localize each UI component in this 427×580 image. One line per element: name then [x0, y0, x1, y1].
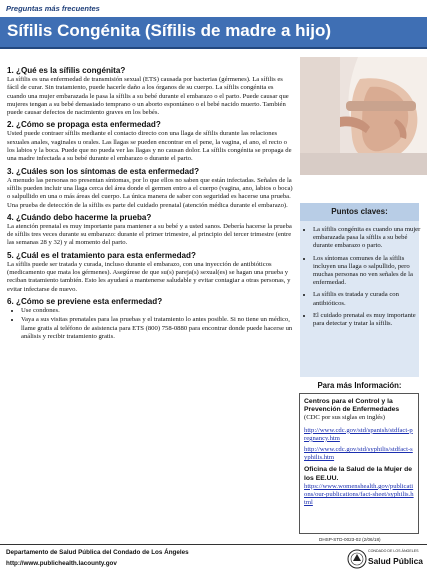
- section-text: Usted puede contraer sífilis mediante el contacto directo con una llaga de sífilis durante las relaciones sexuales anales, vaginales u orales. Las llagas se pueden encontrar en el pene, la vagina, el ano, el recto o los labios y la boca. Puede que no pueda ver las llagas y no causan dolor. La sífilis congénita se propaga de una madre infectada a su bebé durante el embarazo o durante el parto.: [7, 130, 292, 163]
- womens-health-org-name: Oficina de la Salud de la Mujer de los EE.UU.: [304, 466, 413, 482]
- section-heading: 3. ¿Cuáles son los síntomas de esta enfermedad?: [7, 166, 200, 176]
- title-bar: [0, 17, 427, 49]
- logo-county-text: CONDADO DE LOS ÁNGELES: [368, 549, 419, 553]
- footer-url-link[interactable]: http://www.publichealth.lacounty.gov: [6, 560, 117, 567]
- section-3: [7, 167, 294, 210]
- header-label: Preguntas más frecuentes: [6, 4, 100, 13]
- list-item: • Vaya a sus visitas prenatales para las pruebas y el tratamiento lo antes posible. Si no tiene un médico, llame gratis al teléfono de asistencia para ETS (800) 758-0880 para encontrar donde puede hacerse un análisis y recibir tratamiento gratis.: [21, 316, 294, 341]
- section-heading: 1. ¿Qué es la sífilis congénita?: [7, 66, 126, 75]
- more-info-heading: Para más Información:: [317, 381, 402, 390]
- main-content: [7, 66, 294, 344]
- womens-health-link[interactable]: https://www.womenshealth.gov/publications/our-publications/fact-sheet/syphilis.html: [304, 482, 414, 507]
- section-6: [7, 297, 294, 341]
- cdc-syphilis-link[interactable]: http://www.cdc.gov/std/syphilis/stdfact-syphilis.htm: [304, 446, 413, 462]
- section-text: La atención prenatal es muy importante para mantener a su bebé y a usted sanos. Debería hacerse la prueba de sífilis tres veces durante su embarazo: durante el primer trimestre, al principio del tercer trimestre (entre las semanas 28 y 32) y al momento del parto.: [7, 222, 292, 247]
- section-5: [7, 251, 294, 294]
- section-text: La sífilis puede ser tratada y curada, incluso durante el embarazo, con una inyección de antibióticos (medicamento que mata los gérmenes). Asegúrese de que su(s) pareja(s) sexual(es) se hagan una prueba y reciban tratamiento también. Esto les ayudará a mantenerse saludable y evitar contagiar a otras personas, y evitar infectarse de nuevo.: [7, 260, 291, 293]
- key-point-item: • Los síntomas comunes de la sífilis incluyen una llaga o salpullido, pero muchas personas no ven señales de la enfermedad.: [313, 255, 425, 288]
- section-2: [7, 120, 294, 163]
- footer-department: Departamento de Salud Pública del Condado de Los Ángeles: [6, 549, 189, 556]
- section-heading: 5. ¿Cuál es el tratamiento para esta enfermedad?: [7, 250, 196, 260]
- list-item: • Use condones.: [21, 307, 294, 315]
- section-1: [7, 66, 294, 117]
- key-point-item: • El cuidado prenatal es muy importante para detectar y tratar la sífilis.: [313, 312, 425, 328]
- key-point-item: • La sífilis congénita es cuando una mujer embarazada pasa la sífilis a su bebé durante embarazo o parto.: [313, 226, 425, 251]
- page-title: Sífilis Congénita (Sífilis de madre a hijo): [7, 21, 331, 40]
- key-points-heading: Puntos claves:: [331, 207, 388, 216]
- section-heading: 6. ¿Cómo se previene esta enfermedad?: [7, 296, 163, 306]
- section-heading: 4. ¿Cuándo debo hacerme la prueba?: [7, 212, 152, 222]
- document-id: DHSP-STD-0023-02 (2/06/18): [319, 537, 381, 542]
- logo-public-health-text: Salud Pública: [368, 556, 423, 566]
- cdc-org-name: Centros para el Control y la Prevención de Enfermedades: [304, 398, 400, 414]
- key-points-list: [303, 226, 425, 332]
- section-text: La sífilis es una enfermedad de transmisión sexual (ETS) causada por bacterias (gérmenes). La sífilis es fácil de curar. Sin tratamiento, puede hacerle daño a los órganos de su cuerpo. La sífilis congénita es cuando una mujer embarazada le pasa la sífilis a su bebé durante el embarazo o el parto. Puede causar que mujeres tengan a su bebé demasiado temprano o un aborto espontáneo o el bebé nacido muerto. También puede causar defectos de nacimiento graves en los bebés.: [7, 76, 289, 117]
- county-seal-icon: [347, 548, 367, 570]
- pregnant-woman-photo: [300, 57, 427, 175]
- footer-divider: [0, 544, 427, 545]
- key-point-item: • La sífilis es tratada y curada con antibióticos.: [313, 291, 425, 307]
- key-points-header: [300, 203, 419, 221]
- section-text: A menudo las personas no presentan síntomas, por lo que ellos no saben que están infectadas. Señales de la sífilis pueden incluir una llaga cerca del área donde el germen entro a el cuerpo (vagina, ano, labios o boca) o salpullido en una o más áreas del cuerpo. La única manera de saber con seguridad es hacerse una prueba. Una prueba de detección de la sífilis es parte del cuidado prenatal (atención médica durante el embarazo).: [7, 176, 293, 209]
- cdc-note: (CDC por sus siglas en inglés): [304, 414, 385, 422]
- section-4: [7, 213, 294, 248]
- prevention-list: [7, 307, 294, 341]
- more-info-box: [299, 393, 419, 534]
- section-heading: 2. ¿Cómo se propaga esta enfermedad?: [7, 120, 161, 130]
- cdc-pregnancy-link[interactable]: http://www.cdc.gov/std/spanish/stdfact-pregnancy.htm: [304, 426, 413, 442]
